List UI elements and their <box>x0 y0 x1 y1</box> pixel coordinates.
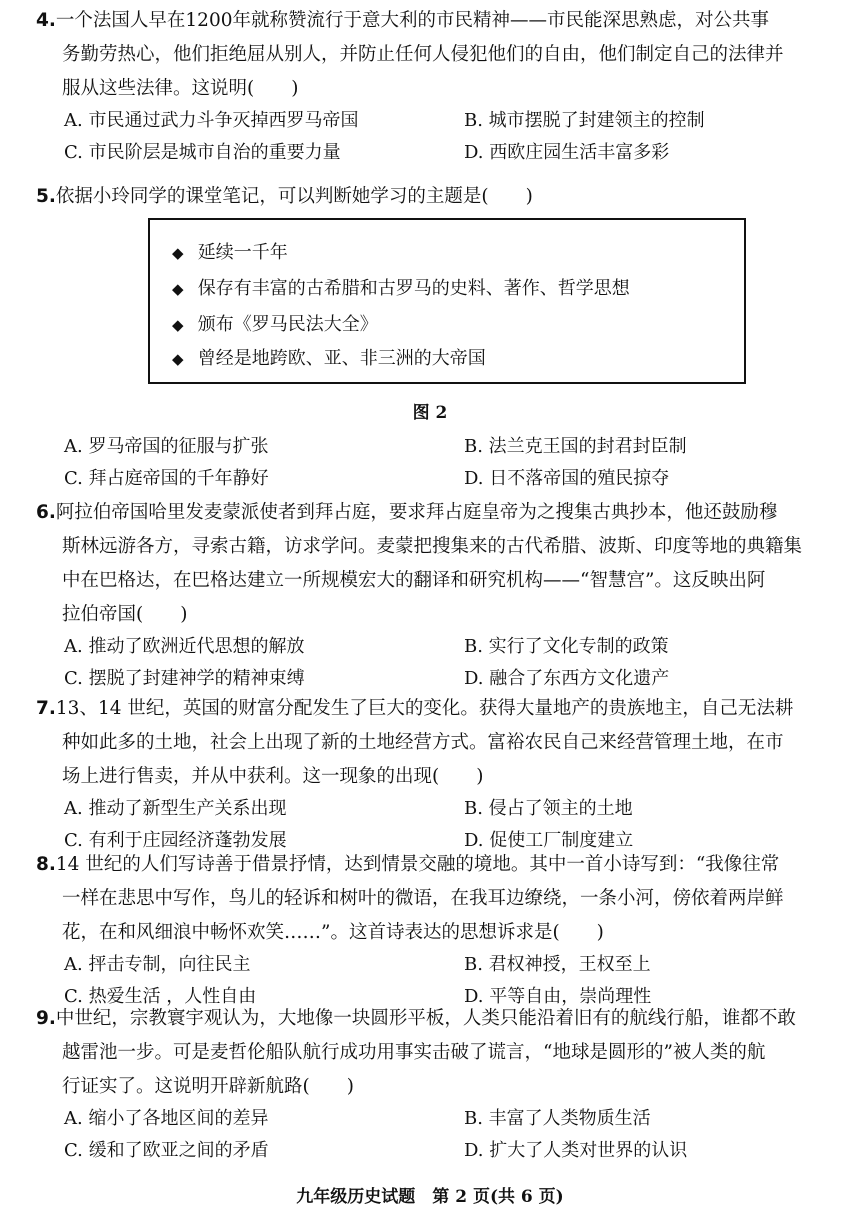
option-c[interactable]: C. 缓和了欧亚之间的矛盾 <box>64 1140 269 1161</box>
option-a[interactable]: A. 抨击专制，向往民主 <box>64 954 251 975</box>
question-7-stem <box>36 692 836 794</box>
option-b[interactable]: B. 法兰克王国的封君封臣制 <box>464 436 687 457</box>
question-6-stem <box>36 496 836 632</box>
stem-line: 14 世纪的人们写诗善于借景抒情，达到情景交融的境地。其中一首小诗写到：“我像往常 <box>55 854 780 875</box>
stem-line: 种如此多的土地，社会上出现了新的土地经营方式。富裕农民自己来经营管理土地，在市 <box>62 732 784 753</box>
option-b[interactable]: B. 侵占了领主的土地 <box>464 798 633 819</box>
option-d[interactable]: D. 西欧庄园生活丰富多彩 <box>464 142 670 163</box>
stem-line: 行证实了。这说明开辟新航路( ) <box>62 1076 354 1097</box>
figure-caption: 图 2 <box>412 403 448 423</box>
question-9 <box>36 1002 836 1166</box>
note-text: 保存有丰富的古希腊和古罗马的史料、著作、哲学思想 <box>197 278 630 299</box>
option-a[interactable]: A. 市民通过武力斗争灭掉西罗马帝国 <box>64 110 359 131</box>
option-a[interactable]: A. 推动了新型生产关系出现 <box>64 798 287 819</box>
stem-line: 一个法国人早在1200年就称赞流行于意大利的市民精神——市民能深思熟虑，对公共事 <box>55 10 769 31</box>
note-item <box>172 310 378 340</box>
question-6 <box>36 496 836 694</box>
question-number: 8. <box>36 854 56 875</box>
diamond-bullet-icon: ◆ <box>172 244 184 262</box>
question-4-options <box>36 106 836 168</box>
option-d[interactable]: D. 平等自由，崇尚理性 <box>464 986 652 1007</box>
page-footer: 九年级历史试题 第 2 页(共 6 页) <box>296 1187 564 1207</box>
question-7 <box>36 692 836 856</box>
diamond-bullet-icon: ◆ <box>172 350 184 368</box>
question-4-stem <box>36 4 836 106</box>
option-d[interactable]: D. 日不落帝国的殖民掠夺 <box>464 468 670 489</box>
option-b[interactable]: B. 丰富了人类物质生活 <box>464 1108 651 1129</box>
option-c[interactable]: C. 热爱生活 ，人性自由 <box>64 986 257 1007</box>
stem-line: 依据小玲同学的课堂笔记，可以判断她学习的主题是( ) <box>55 186 533 207</box>
question-9-stem <box>36 1002 836 1104</box>
question-4 <box>36 4 836 168</box>
option-b[interactable]: B. 实行了文化专制的政策 <box>464 636 669 657</box>
option-c[interactable]: C. 摆脱了封建神学的精神束缚 <box>64 668 305 689</box>
question-8-stem <box>36 848 836 950</box>
note-item <box>172 274 630 304</box>
option-c[interactable]: C. 市民阶层是城市自治的重要力量 <box>64 142 341 163</box>
stem-line: 服从这些法律。这说明( ) <box>62 78 299 99</box>
question-7-options <box>36 794 836 856</box>
question-number: 7. <box>36 698 56 719</box>
stem-line: 阿拉伯帝国哈里发麦蒙派使者到拜占庭，要求拜占庭皇帝为之搜集古典抄本，他还鼓励穆 <box>55 502 778 523</box>
stem-line: 中在巴格达，在巴格达建立一所规模宏大的翻译和研究机构——“智慧宫”。这反映出阿 <box>62 570 766 591</box>
option-a[interactable]: A. 推动了欧洲近代思想的解放 <box>64 636 305 657</box>
question-5-options-wrap <box>36 432 836 494</box>
stem-line: 中世纪，宗教寰宇观认为，大地像一块圆形平板，人类只能沿着旧有的航线行船，谁都不敢 <box>55 1008 796 1029</box>
question-number: 6. <box>36 502 56 523</box>
stem-line: 务勤劳热心，他们拒绝屈从别人，并防止任何人侵犯他们的自由，他们制定自己的法律并 <box>62 44 784 65</box>
question-number: 4. <box>36 10 56 31</box>
option-d[interactable]: D. 扩大了人类对世界的认识 <box>464 1140 688 1161</box>
option-a[interactable]: A. 罗马帝国的征服与扩张 <box>64 436 269 457</box>
option-a[interactable]: A. 缩小了各地区间的差异 <box>64 1108 269 1129</box>
stem-line: 拉伯帝国( ) <box>62 604 188 625</box>
note-item <box>172 344 486 374</box>
stem-line: 花，在和风细浪中畅怀欢笑……”。这首诗表达的思想诉求是( ) <box>62 922 604 943</box>
option-c[interactable]: C. 拜占庭帝国的千年静好 <box>64 468 269 489</box>
class-notes-box <box>148 218 746 384</box>
option-b[interactable]: B. 城市摆脱了封建领主的控制 <box>464 110 705 131</box>
note-text: 曾经是地跨欧、亚、非三洲的大帝国 <box>197 348 486 369</box>
stem-line: 越雷池一步。可是麦哲伦船队航行成功用事实击破了谎言，“地球是圆形的”被人类的航 <box>62 1042 766 1063</box>
note-item <box>172 238 288 268</box>
stem-line: 13、14 世纪，英国的财富分配发生了巨大的变化。获得大量地产的贵族地主，自己无法耕 <box>55 698 794 719</box>
question-5-stem <box>36 180 836 214</box>
stem-line: 斯林远游各方，寻索古籍，访求学问。麦蒙把搜集来的古代希腊、波斯、印度等地的典籍集 <box>62 536 803 557</box>
question-5-stem-wrap <box>36 180 836 214</box>
question-6-options <box>36 632 836 694</box>
stem-line: 场上进行售卖，并从中获利。这一现象的出现( ) <box>62 766 484 787</box>
question-9-options <box>36 1104 836 1166</box>
note-text: 延续一千年 <box>197 242 288 263</box>
option-d[interactable]: D. 促使工厂制度建立 <box>464 830 634 851</box>
diamond-bullet-icon: ◆ <box>172 280 184 298</box>
question-8 <box>36 848 836 1012</box>
note-text: 颁布《罗马民法大全》 <box>197 314 378 335</box>
question-5-options <box>36 432 836 494</box>
option-c[interactable]: C. 有利于庄园经济蓬勃发展 <box>64 830 287 851</box>
question-number: 9. <box>36 1008 56 1029</box>
question-number: 5. <box>36 186 56 207</box>
option-d[interactable]: D. 融合了东西方文化遗产 <box>464 668 670 689</box>
diamond-bullet-icon: ◆ <box>172 316 184 334</box>
stem-line: 一样在悲思中写作，鸟儿的轻诉和树叶的微语，在我耳边缭绕，一条小河，傍依着两岸鲜 <box>62 888 784 909</box>
option-b[interactable]: B. 君权神授，王权至上 <box>464 954 651 975</box>
